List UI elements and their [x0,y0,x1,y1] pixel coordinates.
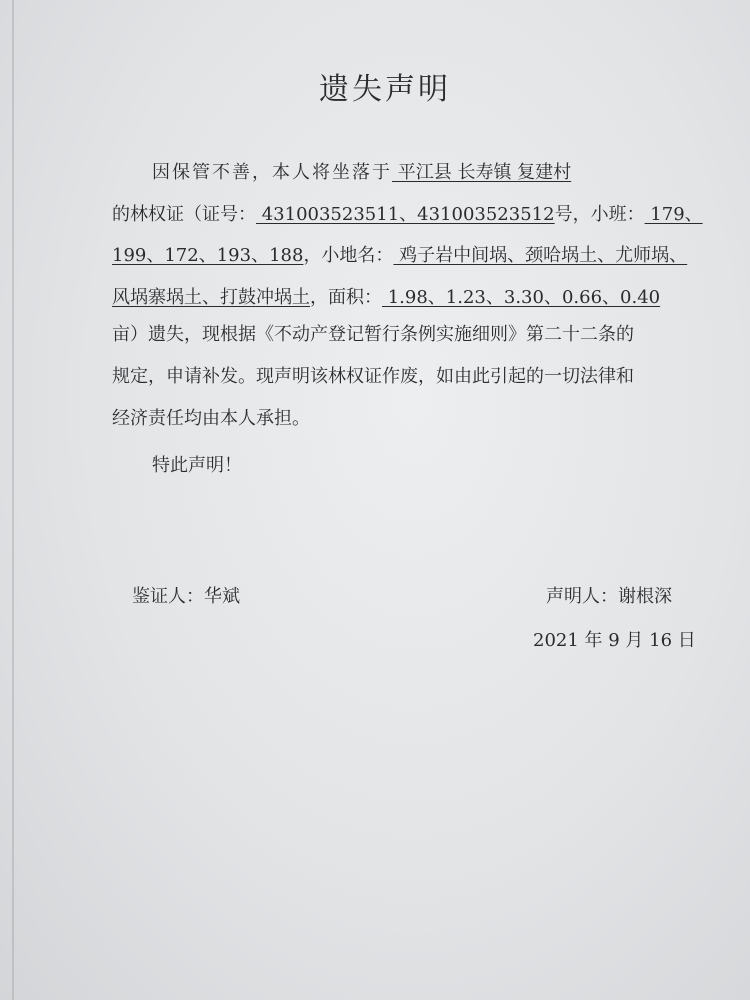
text-l3-mid: ，小地名： [303,245,394,266]
text-l2-mid: 号，小班： [554,204,645,225]
paragraph-line-7: 经济责任均由本人承担。 [112,408,310,429]
paragraph-line-2 [112,200,703,226]
text-l2-prefix: 的林权证（证号： [112,204,256,225]
text-l1-prefix: 因保管不善，本人将坐落于 [152,162,392,183]
closing-statement: 特此声明！ [152,455,242,476]
area-underlined: 1.98、1.23、3.30、0.66、0.40 [382,287,661,308]
paragraph-line-1 [152,158,571,184]
place-underlined-2: 风埚寨埚土、打鼓冲埚土 [112,287,310,308]
cert-number-underlined: 431003523511、431003523512 [256,204,555,225]
paper-edge [12,0,14,1000]
place-underlined-1: 鸡子岩中间埚、颈哈埚土、尤师埚、 [393,245,688,266]
document-title: 遗失声明 [319,72,451,107]
ban-underlined-1: 179、 [644,204,703,225]
paragraph-line-5: 亩）遗失，现根据《不动产登记暂行条例实施细则》第二十二条的 [112,324,634,345]
paragraph-line-3 [112,241,687,267]
paragraph-line-6: 规定，申请补发。现声明该林权证作废，如由此引起的一切法律和 [112,366,634,387]
verifier-signature: 鉴证人：华斌 [132,586,240,607]
paragraph-line-4 [112,283,660,309]
declarant-signature: 声明人：谢根深 [546,586,672,607]
text-l4-mid: ，面积： [310,287,382,308]
ban-underlined-2: 199、172、193、188 [112,245,304,266]
document-date: 2021 年 9 月 16 日 [533,630,696,651]
location-underlined: 平江县 长寿镇 复建村 [392,162,572,183]
